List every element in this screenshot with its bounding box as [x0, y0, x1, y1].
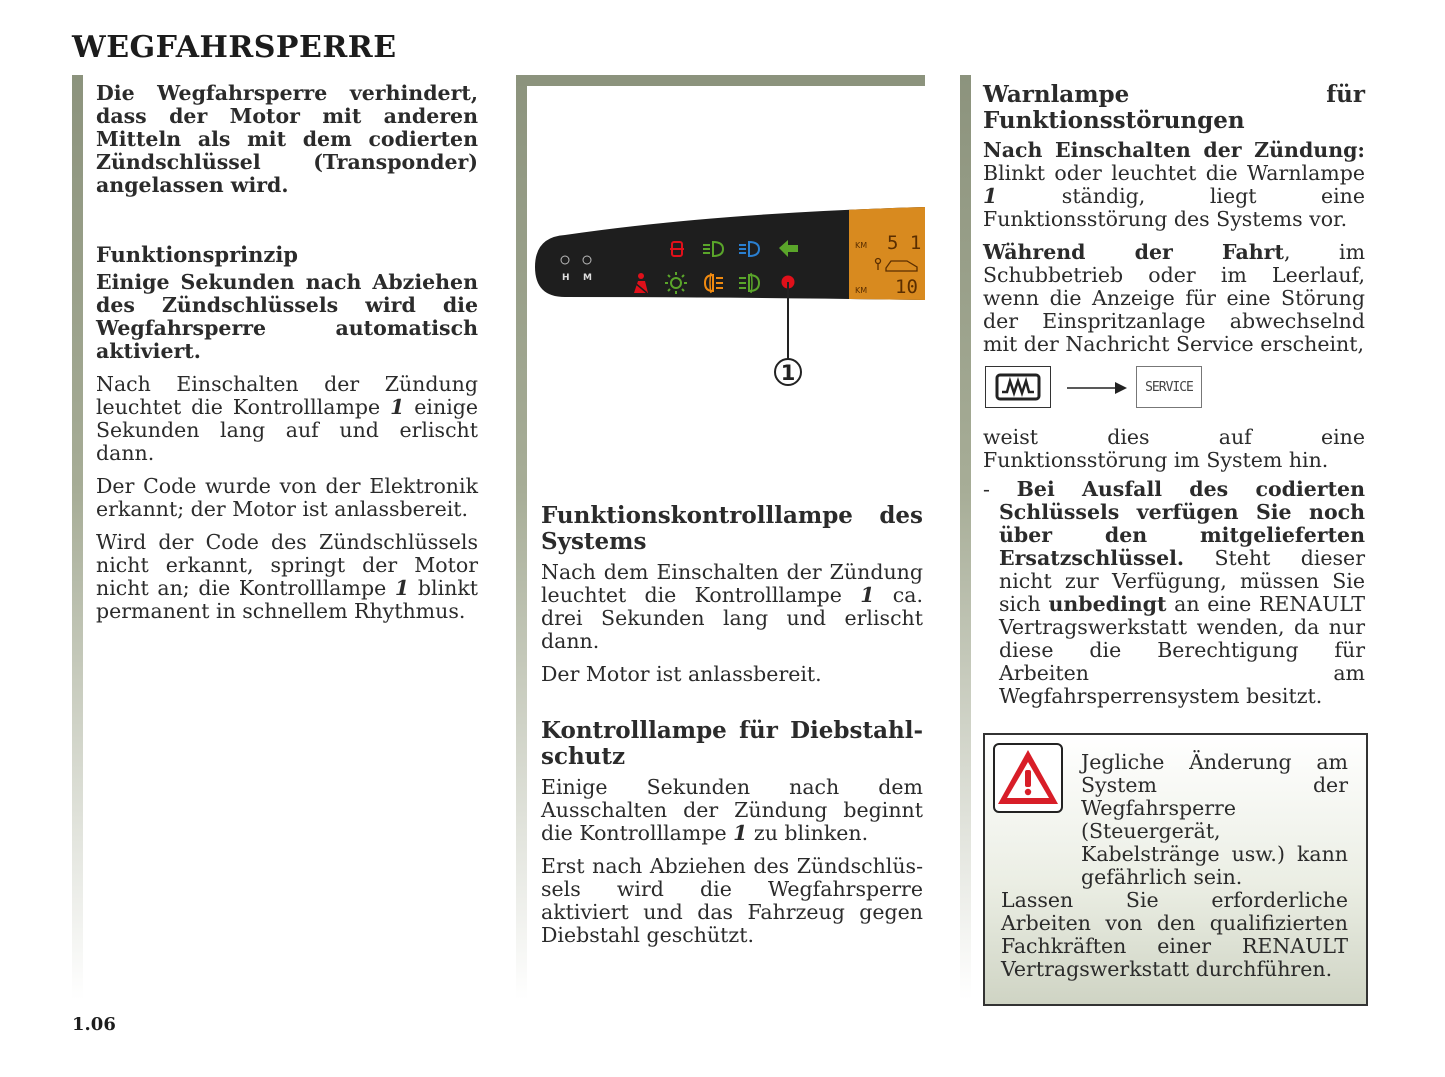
text: Nach dem Einschalten der Zündung leuchtet die Kontrolllampe [541, 560, 923, 607]
column-topbar-middle [516, 75, 925, 86]
lcd-value-bottom: 10 [895, 276, 918, 298]
text: zu blinken. [747, 821, 869, 845]
text-bold: Während der Fahrt [983, 240, 1284, 264]
text: Einige Sekunden nach dem Ausschalten der Zündung beginnt die Kontrolllampe [541, 775, 923, 845]
paragraph-ignition [96, 373, 478, 465]
paragraph-fault-indicated: weist dies auf eine Funktionsstörung im System hin. [983, 425, 1365, 472]
text: blinkt permanent in schnellem Rhythmus. [96, 576, 478, 623]
heading-funktionskontrolllampe: Funktionskontrolllampe des Systems [541, 502, 923, 555]
text: Steht dieser nicht zur Verfügung, müssen Sie sich [999, 546, 1365, 616]
lcd-km-top: KM [855, 241, 868, 250]
text: einige Sekunden lang auf und erlischt dann. [96, 395, 478, 465]
label-h: H [562, 273, 570, 283]
paragraph-check-lamp [541, 561, 923, 653]
column-left [96, 82, 478, 623]
column-right [983, 82, 1365, 708]
service-indicator-row [983, 364, 1365, 422]
column-middle [541, 503, 923, 947]
paragraph-ignition-fault [983, 139, 1365, 231]
lamp-number: 1 [860, 583, 875, 607]
service-display: SERVICE [1136, 366, 1202, 408]
text: Wird der Code des Zündschlüssels nicht erkannt, springt der Motor nicht an; die Kontrolllampe [96, 530, 478, 600]
callout-label: 1 [780, 361, 796, 385]
text-bold: Bei Ausfall des codierten Schlüssels verfügen Sie noch über den mitgelieferten Ersatzschlüssel. [999, 477, 1365, 570]
paragraph-ready: Der Motor ist anlassbereit. [541, 662, 822, 686]
lamp-number: 1 [394, 576, 410, 600]
lamp-number: 1 [733, 821, 748, 845]
text: ständig, liegt eine Funktionsstörung des Systems vor. [983, 184, 1365, 231]
column-bar-right [960, 75, 971, 1000]
arrow-right-icon [1067, 380, 1129, 396]
lcd-km-bottom: KM [855, 286, 868, 295]
column-bar-middle [516, 75, 527, 1000]
text: Blinkt oder leuchtet die Warnlampe [983, 161, 1365, 185]
lcd-value-top: 5 1 [887, 232, 922, 254]
warning-text-full: Lassen Sie erforderliche Arbeiten von den qualifizierten Fachkräften einer RENAULT Vertragswerkstatt durchführen. [1001, 888, 1348, 981]
paragraph-driving [983, 241, 1365, 356]
page-number: 1.06 [72, 1014, 116, 1035]
text: an eine RENAULT Vertragswerkstatt wenden, da nur diese die Berechtigung für Arbeiten am Wegfahrsperrensystem besitzt. [999, 592, 1366, 708]
page-title: WEGFAHRSPERRE [72, 30, 397, 65]
paragraph-blink [541, 776, 923, 845]
text-bold: Nach Einschalten der Zündung: [983, 138, 1365, 162]
heading-warnlampe: Warnlampe für Funktionsstörungen [983, 81, 1365, 134]
list-item-spare-key [983, 478, 1365, 708]
text: Nach Einschalten der Zündung leuchtet die Kontrolllampe [96, 372, 478, 419]
text-bold: unbedingt [1048, 592, 1167, 616]
text: ca. drei Sekunden lang und erlischt dann. [541, 583, 923, 653]
text: , im Schubbetrieb oder im Leerlauf, wenn die Anzeige für eine Störung der Einspritzanlage abwechselnd mit der Nachricht Service erscheint, [983, 240, 1366, 356]
warning-box [983, 733, 1368, 1006]
section-title-funktionsprinzip: Funktionsprinzip [96, 242, 298, 267]
injection-fault-icon [985, 366, 1051, 408]
paragraph-code-not-recognized [96, 531, 478, 623]
column-bar-left [72, 75, 83, 1000]
list-dash: - [983, 477, 1017, 501]
paragraph-code-recognized: Der Code wurde von der Elektronik erkannt; der Motor ist anlassbereit. [96, 474, 478, 521]
label-m: M [583, 273, 592, 283]
section-lead: Einige Sekunden nach Abziehen des Zündschlüssels wird die Wegfahrsperre automatisch aktiviert. [96, 270, 478, 363]
intro-paragraph: Die Wegfahrsperre verhindert, dass der Motor mit anderen Mitteln als mit dem codierten Zündschlüssel (Transponder) angelassen wird. [96, 81, 478, 197]
lamp-number: 1 [983, 184, 998, 208]
paragraph-activated: Erst nach Abziehen des Zündschlüssels wird die Wegfahrsperre aktiviert und das Fahrzeug gegen Diebstahl geschützt. [541, 854, 923, 947]
warning-text [1001, 751, 1348, 981]
heading-diebstahlschutz: Kontrolllampe für Diebstahlschutz [541, 717, 923, 770]
dashboard-figure [535, 205, 925, 395]
lamp-number: 1 [390, 395, 405, 419]
warning-text-indented: Jegliche Änderung am System der Wegfahrsperre (Steuergerät, Kabelstränge usw.) kann gefährlich sein. [1081, 750, 1348, 889]
